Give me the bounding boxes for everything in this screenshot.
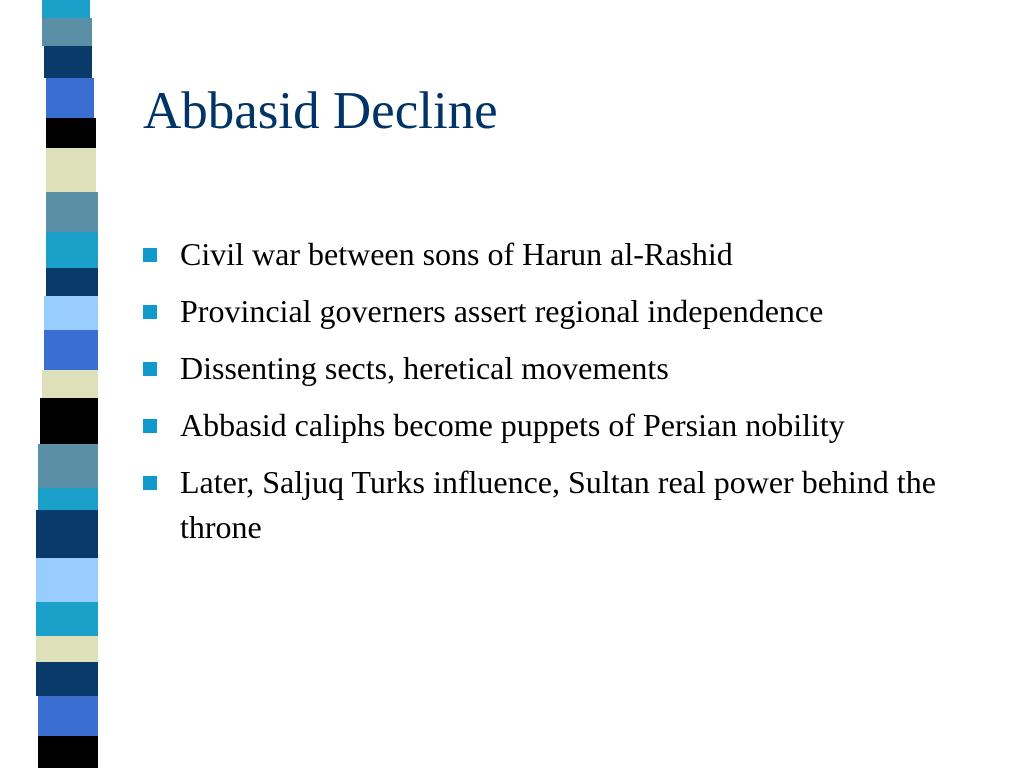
stripe-block: [36, 558, 98, 602]
square-bullet-icon: [143, 248, 157, 262]
stripe-block: [46, 148, 96, 192]
stripe-block: [36, 602, 98, 636]
list-item: [143, 346, 1003, 391]
list-item: [143, 403, 1003, 448]
slide-title: Abbasid Decline: [143, 82, 498, 140]
square-bullet-icon: [143, 419, 157, 433]
stripe-block: [46, 118, 96, 148]
stripe-block: [44, 330, 98, 370]
stripe-block: [42, 0, 90, 18]
decorative-stripe: [34, 0, 100, 768]
stripe-block: [42, 370, 98, 398]
stripe-block: [38, 444, 98, 488]
stripe-block: [46, 192, 98, 232]
bullet-text: Dissenting sects, heretical movements: [180, 350, 669, 386]
bullet-text: Civil war between sons of Harun al-Rashid: [180, 236, 733, 272]
stripe-block: [46, 268, 98, 296]
stripe-block: [38, 696, 98, 736]
bullet-text: Provincial governers assert regional independence: [180, 293, 824, 329]
stripe-block: [36, 662, 98, 696]
stripe-block: [46, 78, 94, 118]
list-item: [143, 289, 1003, 334]
stripe-block: [36, 636, 98, 662]
stripe-block: [36, 510, 98, 558]
square-bullet-icon: [143, 305, 157, 319]
square-bullet-icon: [143, 362, 157, 376]
stripe-block: [38, 736, 98, 768]
list-item: [143, 232, 1003, 277]
stripe-block: [46, 232, 98, 268]
stripe-block: [42, 18, 92, 46]
stripe-block: [44, 46, 92, 78]
list-item: [143, 460, 1003, 550]
bullet-text: Later, Saljuq Turks influence, Sultan real power behind the throne: [180, 464, 936, 545]
bullet-text: Abbasid caliphs become puppets of Persian nobility: [180, 407, 845, 443]
square-bullet-icon: [143, 476, 157, 490]
stripe-block: [40, 398, 98, 444]
stripe-block: [38, 488, 98, 510]
bullet-list: [143, 232, 1003, 562]
stripe-block: [44, 296, 98, 330]
